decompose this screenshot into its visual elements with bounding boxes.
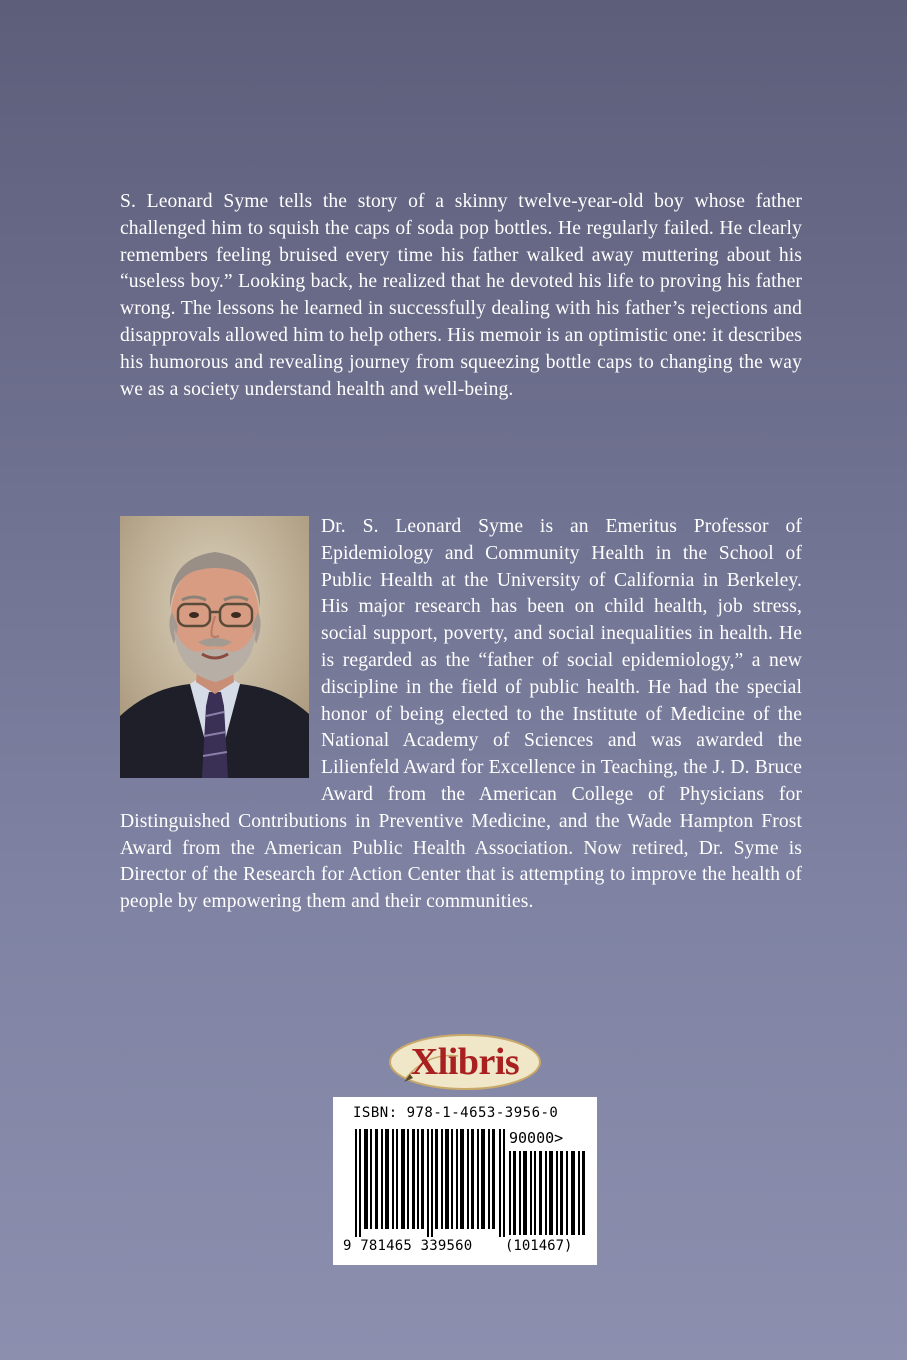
isbn-barcode: [333, 1097, 597, 1265]
price-code: 90000>: [509, 1129, 564, 1147]
addon-digits: (101467): [505, 1238, 573, 1254]
ean-digits: 9 781465 339560: [343, 1238, 473, 1254]
ean-barcode-bars: [355, 1129, 505, 1237]
book-blurb: S. Leonard Syme tells the story of a skinny twelve-year-old boy whose father challenged him to squish the caps of soda pop bottles. He regularly failed. He clearly remembers feeling bruised every time his father walked away muttering about his “useless boy.” Looking back, he realized that he devoted his life to proving his father wrong. The lessons he learned in successfully dealing with his father’s rejections and disapprovals allowed him to help others. His memoir is an optimistic one: it describes his humorous and revealing journey from squeezing bottle caps to changing the way we as a society understand health and well-being.: [120, 191, 802, 400]
author-bio-section: [120, 514, 802, 916]
author-bio-text: Dr. S. Leonard Syme is an Emeritus Professor of Epidemiology and Community Health in the School of Public Health at the University of California in Berkeley. His major research has been on child health, job stress, social support, poverty, and social inequalities in health. He is regarded as the “father of social epidemiology,” a new discipline in the field of public health. He had the special honor of being elected to the Institute of Medicine of the National Academy of Sciences and was awarded the Lilienfeld Award for Excellence in Teaching, the J. D. Bruce Award from the American College of Physicians for Distinguished Contributions in Preventive Medicine, and the Wade Hampton Frost Award from the American Public Health Association. Now retired, Dr. Syme is Director of the Research for Action Center that is attempting to improve the health of people by empowering them and their communities.: [120, 516, 802, 913]
publisher-logo: [388, 1032, 542, 1092]
author-photo: [120, 516, 309, 778]
addon-barcode-bars: [509, 1151, 587, 1235]
publisher-name: Xlibris: [410, 1041, 520, 1083]
isbn-label: ISBN: 978-1-4653-3956-0: [353, 1105, 559, 1121]
